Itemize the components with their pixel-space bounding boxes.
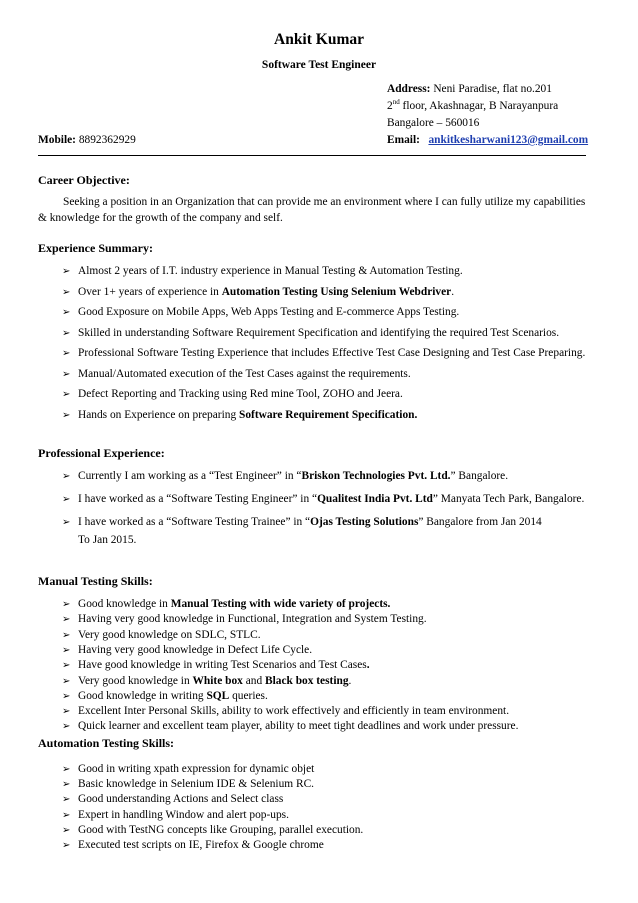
manual-skill-text: Very good knowledge in <box>78 674 193 687</box>
bullet-arrow-icon: ➢ <box>62 794 71 806</box>
bullet-arrow-icon: ➢ <box>62 706 71 718</box>
bullet-arrow-icon: ➢ <box>62 824 71 836</box>
manual-skill-text: Excellent Inter Personal Skills, ability to work effectively and efficiently in team environment. <box>78 705 510 718</box>
bullet-arrow-icon: ➢ <box>62 494 71 505</box>
manual-skill-text: Have good knowledge in writing Test Scenarios and Test Cases <box>78 659 367 672</box>
manual-skill-text: Manual Testing with wide variety of projects. <box>170 598 391 610</box>
bullet-arrow-icon: ➢ <box>62 614 71 626</box>
manual-skill-text: Very good knowledge on SDLC, STLC. <box>78 628 261 641</box>
address-line-3: Bangalore – 560016 <box>387 117 480 129</box>
experience-text: Professional Software Testing Experience that includes Effective Test Case Designing and Test Case Preparing. <box>78 347 586 359</box>
bullet-arrow-icon: ➢ <box>62 348 71 359</box>
experience-item <box>62 306 622 320</box>
manual-skill-item <box>62 720 622 734</box>
manual-skill-text: and <box>242 674 265 687</box>
candidate-role: Software Test Engineer <box>261 59 377 71</box>
bullet-arrow-icon: ➢ <box>62 389 71 400</box>
bullet-arrow-icon: ➢ <box>62 266 71 277</box>
bullet-arrow-icon: ➢ <box>62 764 71 775</box>
mobile-line <box>38 134 136 148</box>
professional-text: I have worked as a “Software Testing Trainee” in “ <box>78 516 311 528</box>
experience-item <box>62 327 622 341</box>
email-label: Email: <box>387 134 420 146</box>
mobile-number: 8892362929 <box>78 134 136 146</box>
manual-testing-heading: Manual Testing Skills: <box>38 574 153 588</box>
manual-skill-text: SQL <box>206 689 230 702</box>
experience-item <box>62 265 622 279</box>
manual-skill-text: Black box testing <box>265 674 349 687</box>
address-label: Address: <box>387 83 431 95</box>
automation-skill-item <box>62 778 622 792</box>
automation-testing-heading: Automation Testing Skills: <box>38 736 175 750</box>
automation-skill-item <box>62 824 622 838</box>
address-line-1 <box>387 83 552 97</box>
experience-summary-heading: Experience Summary: <box>38 241 153 255</box>
bullet-arrow-icon: ➢ <box>62 286 71 298</box>
automation-skill-text: Expert in handling Window and alert pop-ups. <box>78 808 289 821</box>
bullet-arrow-icon: ➢ <box>62 599 71 610</box>
professional-item <box>62 470 622 484</box>
professional-item <box>62 493 622 507</box>
bullet-arrow-icon: ➢ <box>62 307 71 318</box>
professional-text: ” Bangalore. <box>450 470 509 482</box>
manual-skill-text: . <box>348 674 352 687</box>
experience-text: Software Requirement Specification. <box>239 408 418 421</box>
experience-text: Over 1+ years of experience in <box>78 285 222 298</box>
automation-skill-item <box>62 763 622 777</box>
manual-skill-text: Good knowledge in writing <box>78 689 207 702</box>
manual-skill-item <box>62 690 622 704</box>
manual-skill-text: Having very good knowledge in Defect Life Cycle. <box>78 643 313 656</box>
email-link[interactable]: ankitkesharwani123@gmail.com <box>428 134 589 146</box>
manual-skill-item <box>62 675 622 689</box>
mobile-label: Mobile: <box>38 134 76 146</box>
experience-text: Almost 2 years of I.T. industry experience in Manual Testing & Automation Testing. <box>78 265 463 277</box>
manual-skill-text: Good knowledge in <box>78 598 171 610</box>
manual-skill-text: . <box>366 659 370 672</box>
automation-skill-text: Good with TestNG concepts like Grouping, parallel execution. <box>78 823 364 836</box>
experience-item <box>62 409 622 423</box>
automation-skill-item <box>62 809 622 823</box>
manual-skill-item <box>62 598 622 612</box>
automation-skill-item <box>62 793 622 807</box>
bullet-arrow-icon: ➢ <box>62 644 71 656</box>
automation-skill-text: Executed test scripts on IE, Firefox & Google chrome <box>78 839 324 851</box>
bullet-arrow-icon: ➢ <box>62 660 71 672</box>
experience-text: Hands on Experience on preparing <box>78 408 239 421</box>
automation-skill-text: Basic knowledge in Selenium IDE & Selenium RC. <box>78 778 315 791</box>
bullet-arrow-icon: ➢ <box>62 721 71 733</box>
bullet-arrow-icon: ➢ <box>62 629 71 641</box>
professional-text: I have worked as a “Software Testing Engineer” in “ <box>78 493 318 505</box>
address-floor-number: 2 <box>387 100 393 112</box>
experience-text: Good Exposure on Mobile Apps, Web Apps Testing and E-commerce Apps Testing. <box>78 306 460 318</box>
experience-text: Automation Testing Using Selenium Webdriver <box>221 285 452 298</box>
bullet-arrow-icon: ➢ <box>62 690 71 702</box>
experience-text: . <box>451 285 455 298</box>
professional-text: Briskon Technologies Pvt. Ltd. <box>301 470 451 482</box>
professional-text: Qualitest India Pvt. Ltd <box>317 493 433 505</box>
bullet-arrow-icon: ➢ <box>62 368 71 380</box>
address-floor-suffix: nd <box>392 98 400 107</box>
automation-skill-item <box>62 839 622 853</box>
bullet-arrow-icon: ➢ <box>62 809 71 821</box>
header-divider <box>38 155 586 156</box>
professional-text: ” Bangalore from Jan 2014 <box>418 516 542 528</box>
email-line <box>387 134 588 148</box>
objective-body: Seeking a position in an Organization that can provide me an environment where I can fully utilize my capabilities & knowledge for the growth of the company and self. <box>38 196 586 224</box>
professional-text: Currently I am working as a “Test Engineer” in “ <box>78 470 302 482</box>
bullet-arrow-icon: ➢ <box>62 471 71 482</box>
manual-skill-text: Quick learner and excellent team player, ability to meet tight deadlines and work under pressure. <box>78 720 519 733</box>
manual-skill-item <box>62 705 622 719</box>
experience-item <box>62 286 622 300</box>
bullet-arrow-icon: ➢ <box>62 840 71 851</box>
manual-skill-item <box>62 629 622 643</box>
manual-skill-item <box>62 644 622 658</box>
bullet-arrow-icon: ➢ <box>62 779 71 791</box>
bullet-arrow-icon: ➢ <box>62 675 71 687</box>
candidate-name: Ankit Kumar <box>274 31 364 48</box>
career-objective-heading: Career Objective: <box>38 173 130 187</box>
manual-skill-item <box>62 613 622 627</box>
experience-text: Skilled in understanding Software Requirement Specification and identifying the required Test Scenarios. <box>78 326 560 339</box>
bullet-arrow-icon: ➢ <box>62 327 71 339</box>
professional-item <box>62 516 622 530</box>
address-value-2: floor, Akashnagar, B Narayanpura <box>399 100 559 112</box>
manual-skill-item <box>62 659 622 673</box>
manual-skill-text: White box <box>192 674 243 687</box>
automation-skill-text: Good understanding Actions and Select class <box>78 793 284 806</box>
experience-text: Defect Reporting and Tracking using Red mine Tool, ZOHO and Jeera. <box>78 388 403 400</box>
professional-experience-heading: Professional Experience: <box>38 446 165 460</box>
address-value-1: Neni Paradise, flat no.201 <box>433 83 552 95</box>
professional-text: ” Manyata Tech Park, Bangalore. <box>432 493 585 505</box>
career-objective-text <box>38 194 586 226</box>
automation-skill-text: Good in writing xpath expression for dynamic objet <box>78 763 315 775</box>
professional-text: Ojas Testing Solutions <box>310 516 419 528</box>
experience-item <box>62 388 622 402</box>
bullet-arrow-icon: ➢ <box>62 517 71 528</box>
professional-continuation: To Jan 2015. <box>78 534 137 546</box>
manual-skill-text: Having very good knowledge in Functional, Integration and System Testing. <box>78 613 427 626</box>
experience-item <box>62 347 622 361</box>
manual-skill-text: queries. <box>229 689 268 702</box>
experience-text: Manual/Automated execution of the Test Cases against the requirements. <box>78 367 411 380</box>
address-line-2 <box>387 100 558 114</box>
bullet-arrow-icon: ➢ <box>62 409 71 421</box>
experience-item <box>62 368 622 382</box>
